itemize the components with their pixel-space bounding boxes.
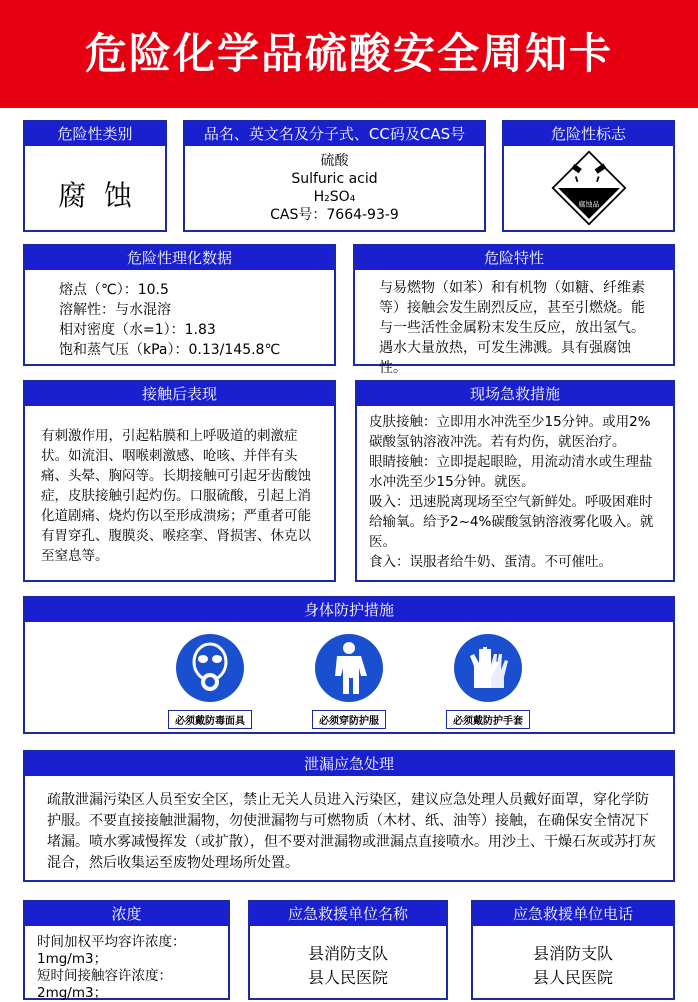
stel-label: 短时间接触容许浓度： (37, 968, 172, 984)
page-title: 危险化学品硫酸安全周知卡 (84, 29, 613, 78)
symptoms-text: 有刺激作用，引起粘膜和上呼吸道的刺激症状。如流泪、咽喉刺激感、呛咳、并伴有头痛、头晕、胸闷等。长期接触可引起牙齿酸蚀症，皮肤接触引起灼伤。口服硫酸，引起上消化道剧痛、烧灼伤以至形成溃疡；严重者可能有胃穿孔、腹膜炎、喉痉挛、肾损害、休克以至窒息等。 (41, 428, 311, 564)
spill-panel (23, 750, 675, 882)
rescue-unit-fire: 县消防支队 (307, 944, 388, 963)
rescue-units-panel (248, 900, 448, 1000)
rescue-phone-fire: 县消防支队 (532, 944, 613, 963)
hazard-class-header: 危险性类别 (25, 122, 165, 146)
ppe-panel (23, 596, 675, 734)
first-aid-ingestion: 食入：误服者给牛奶、蛋清。不可催吐。 (369, 554, 612, 570)
symptoms-panel (23, 380, 336, 582)
title-banner (0, 0, 698, 108)
protective-suit-icon (313, 632, 385, 704)
relative-density: 相对密度（水=1）：1.83 (59, 322, 216, 338)
identity-panel (183, 120, 486, 232)
ppe-header: 身体防护措施 (25, 598, 673, 622)
rescue-phones-header: 应急救援单位电话 (473, 902, 673, 926)
melting-point: 熔点（℃）：10.5 (59, 282, 169, 298)
ppe-label-suit: 必须穿防护服 (312, 710, 386, 729)
hazard-class-panel (23, 120, 167, 232)
vapor-pressure: 饱和蒸气压（kPa）：0.13/145.8℃ (59, 342, 281, 358)
ppe-label-mask: 必须戴防毒面具 (168, 710, 252, 729)
first-aid-panel (355, 380, 675, 582)
hazard-props-header: 危险特性 (355, 246, 673, 270)
spill-header: 泄漏应急处理 (25, 752, 673, 776)
rescue-phone-hospital: 县人民医院 (532, 968, 613, 987)
first-aid-skin: 皮肤接触：立即用水冲洗至少15分钟。或用2%碳酸氢钠溶液冲洗。若有灼伤，就医治疗。 (369, 414, 651, 450)
hazard-props-panel (353, 244, 675, 376)
spill-text: 疏散泄漏污染区人员至安全区，禁止无关人员进入污染区，建议应急处理人员戴好面罩，穿化学防护服。不要直接接触泄漏物，勿使泄漏物与可燃物质（木材、纸、油等）接触，在确保安全情况下堵漏。喷水雾减慢挥发（或扩散），但不要对泄漏物或泄漏点直接喷水。用沙土、干燥石灰或苏打灰混合，然后收集运至废物处理场所处置。 (47, 792, 656, 871)
gas-mask-icon (174, 632, 246, 704)
hazard-sign-label: 腐蚀品 (577, 199, 600, 209)
ppe-item-mask (168, 632, 252, 729)
ppe-item-suit (312, 632, 386, 729)
chemical-formula: H₂SO₄ (313, 189, 356, 205)
hazard-props-text: 与易燃物（如苯）和有机物（如糖、纤维素等）接触会发生剧烈反应，甚至引燃烧。能与一些活性金属粉末发生反应，放出氢气。遇水大量放热，可发生沸溅。具有强腐蚀性。 (379, 280, 645, 376)
hazard-sign-header: 危险性标志 (504, 122, 673, 146)
first-aid-eyes: 眼睛接触：立即提起眼睑，用流动清水或生理盐水冲洗至少15分钟。就医。 (369, 454, 653, 490)
corrosive-hazard-icon (546, 150, 632, 226)
physchem-panel (23, 244, 336, 366)
concentration-header: 浓度 (25, 902, 228, 926)
protective-gloves-icon (452, 632, 524, 704)
chemical-name-cn: 硫酸 (320, 153, 349, 169)
physchem-header: 危险性理化数据 (25, 246, 334, 270)
first-aid-inhalation: 吸入：迅速脱离现场至空气新鲜处。呼吸困难时给输氧。给予2~4%碳酸氢钠溶液雾化吸入。就医。 (369, 494, 654, 550)
rescue-unit-hospital: 县人民医院 (307, 968, 388, 987)
chemical-name-en: Sulfuric acid (291, 171, 378, 187)
symptoms-header: 接触后表现 (25, 382, 334, 406)
ppe-item-gloves (446, 632, 530, 729)
rescue-phones-panel (471, 900, 675, 1000)
twa-value: 1mg/m3； (37, 951, 108, 967)
hazard-class-value: 腐 蚀 (58, 179, 132, 212)
first-aid-header: 现场急救措施 (357, 382, 673, 406)
ppe-label-gloves: 必须戴防护手套 (446, 710, 530, 729)
identity-header: 品名、英文名及分子式、CC码及CAS号 (185, 122, 484, 146)
hazard-sign-panel (502, 120, 675, 232)
stel-value: 2mg/m3； (37, 985, 108, 1001)
concentration-panel (23, 900, 230, 1000)
cas-number: CAS号：7664-93-9 (270, 207, 399, 223)
rescue-units-header: 应急救援单位名称 (250, 902, 446, 926)
twa-label: 时间加权平均容许浓度： (37, 934, 186, 950)
solubility: 溶解性：与水混溶 (59, 302, 171, 318)
